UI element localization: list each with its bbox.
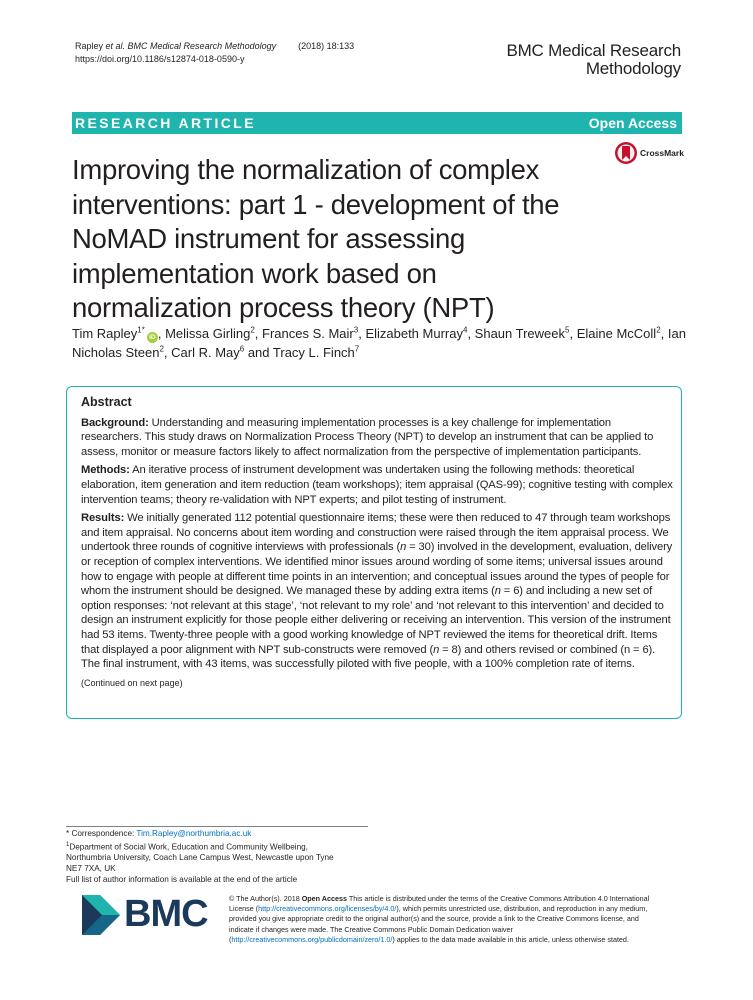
correspondence-email-link[interactable]: Tim.Rapley@northumbria.ac.uk — [136, 829, 252, 838]
header-doi[interactable]: https://doi.org/10.1186/s12874-018-0590-y — [75, 54, 245, 64]
abstract-methods — [81, 463, 673, 507]
citation-line — [75, 40, 354, 53]
background-text: Understanding and measuring implementation processes is a key challenge for implementation researchers. This study draws on Normalization Process Theory (NPT) to develop an instrument that can be applied to assess, monitor or measure factors likely to affect normalization from the perspective of implementation participants. — [81, 416, 654, 458]
author-name[interactable]: Elaine McColl — [576, 326, 657, 341]
author-separator: , — [569, 326, 577, 341]
results-text-1: We initially generated 112 potential questionnaire items; these were then reduced to 47 through team workshops and item appraisal. No concerns about item wording and construction were raised through the item appraisal process. We undertook three rounds of cognitive interviews with professionals ( — [81, 512, 671, 554]
author-name[interactable]: Shaun Treweek — [474, 326, 566, 341]
article-type-banner — [72, 112, 682, 134]
bmc-logo — [82, 893, 208, 935]
author-affiliation-sup: 2 — [656, 325, 661, 335]
license-text-4: ) applies to the data made available in this article, unless otherwise stated. — [392, 934, 629, 944]
author-name[interactable]: Tim Rapley — [72, 326, 138, 341]
results-n-3: n — [433, 643, 440, 656]
author-separator: , — [254, 326, 262, 341]
license-text-2: This article is distributed under the terms of the Creative Commons Attribution 4.0 International License ( — [229, 894, 650, 914]
results-label: Results: — [81, 512, 125, 525]
header-author: Rapley — [75, 41, 104, 51]
methods-text: An iterative process of instrument development was undertaken using the following methods: theoretical elaboration, item generation and item reduction (team workshops); item appraisal (QAS-99); cognitive testing with complex intervention teams; theory re-validation with NPT experts; and pilot testing of instrument. — [81, 464, 673, 506]
author-affiliation-sup: 3 — [353, 325, 359, 335]
author-separator: , — [358, 326, 366, 341]
header-year-volume: (2018) 18:133 — [298, 41, 355, 51]
abstract-heading: Abstract — [81, 395, 132, 409]
affiliation-line-1 — [66, 840, 386, 854]
affiliation-text-1: Department of Social Work, Education and Community Wellbeing, — [69, 842, 308, 852]
author-name[interactable]: Elizabeth Murray — [365, 326, 463, 341]
author-affiliation-sup: 6 — [239, 344, 245, 354]
license-link-cc-zero[interactable]: http://creativecommons.org/publicdomain/zero/1.0/ — [231, 934, 393, 944]
author-separator: and — [244, 345, 273, 360]
abstract-box — [66, 386, 682, 719]
orcid-icon[interactable]: iD — [147, 332, 158, 343]
author-separator: , — [157, 326, 166, 341]
author-separator: , — [163, 345, 172, 360]
abstract-results — [81, 511, 673, 672]
license-link-cc-by[interactable]: http://creativecommons.org/licenses/by/4.0/ — [258, 904, 397, 914]
footnotes — [66, 829, 386, 886]
article-type: RESEARCH ARTICLE — [75, 115, 256, 131]
author-name[interactable]: Tracy L. Finch — [272, 345, 355, 360]
journal-name — [506, 42, 681, 78]
full-author-info-note: Full list of author information is available at the end of the article — [66, 874, 298, 884]
license-text-1: © The Author(s). 2018 — [229, 894, 302, 903]
open-access-label: Open Access — [588, 115, 677, 131]
author-affiliation-sup: 2 — [159, 344, 164, 354]
article-title: Improving the normalization of complex interventions: part 1 - development of the NoMAD instrument for assessing implementation work based on normalization process theory (NPT) — [72, 154, 560, 323]
crossmark-label: CrossMark — [640, 148, 684, 158]
author-affiliation-sup: 7 — [354, 344, 360, 354]
author-name[interactable]: Melissa Girling — [165, 326, 251, 341]
footnote-rule — [66, 826, 368, 827]
results-text-3: = 6) and including a new set of option responses: ‘not relevant at this stage’, ‘not relevant to my role’ and ‘not relevant to this intervention’ and decided to design an instrument explicitly for those people either delivering or receiving an intervention. This version of the instrument had 53 items. Twenty-three people with a good working knowledge of NPT reviewed the items for theoretical drift. Items that displayed a poor alignment with NPT sub-constructs were removed ( — [81, 585, 671, 656]
abstract-background — [81, 416, 673, 460]
author-affiliation-sup: 1* — [137, 325, 145, 335]
affiliation-sup: 1 — [66, 841, 70, 848]
journal-name-line2: Methodology — [585, 59, 681, 78]
correspondence-label: * Correspondence: — [66, 829, 137, 838]
journal-name-line1: BMC Medical Research — [506, 41, 681, 60]
results-n-2: n — [494, 585, 501, 598]
crossmark-icon — [614, 141, 638, 165]
correspondence-line — [66, 829, 386, 840]
license-statement — [229, 894, 661, 945]
affiliation-line-3: NE7 7XA, UK — [66, 864, 116, 874]
author-separator: , — [467, 326, 475, 341]
affiliation-line-2: Northumbria University, Coach Lane Campus West, Newcastle upon Tyne — [66, 853, 334, 863]
bmc-logo-text: BMC — [124, 893, 208, 935]
author-name[interactable]: Frances S. Mair — [262, 326, 354, 341]
results-n-1: n — [400, 541, 407, 554]
author-affiliation-sup: 2 — [250, 325, 255, 335]
author-name[interactable]: Carl R. May — [171, 345, 240, 360]
author-list — [72, 324, 692, 362]
author-affiliation-sup: 4 — [462, 325, 468, 335]
license-text-3: ), which permits unrestricted use, distribution, and reproduction in any medium, provided you give appropriate credit to the original author(s) and the source, provide a link to the Creative Commons license, and indicate if changes were made. The Creative Commons Public Domain Dedication waiver ( — [229, 904, 648, 944]
running-header — [75, 40, 354, 66]
continued-note: (Continued on next page) — [81, 677, 183, 688]
license-open-access: Open Access — [301, 894, 347, 903]
author-name[interactable]: Ian Nicholas Steen — [72, 326, 686, 360]
header-journal: et al. BMC Medical Research Methodology — [105, 41, 277, 51]
results-text-2: = 30) involved in the development, evaluation, delivery or reception of complex interventions. We identified minor issues around wording of some items; universal issues around how to engage with people at different time points in an intervention; and conceptual issues around the types of people for whom the instrument should be designed. We managed these by adding extra items ( — [81, 541, 673, 598]
methods-label: Methods: — [81, 464, 130, 477]
author-separator: , — [660, 326, 668, 341]
results-text-4: = 8) and others revised or combined (n = 6). The final instrument, with 43 items, was successfully piloted with five people, with a 100% completion rate of items. — [81, 643, 656, 671]
crossmark-badge[interactable] — [614, 141, 694, 167]
author-affiliation-sup: 5 — [565, 325, 570, 335]
background-label: Background: — [81, 416, 149, 429]
